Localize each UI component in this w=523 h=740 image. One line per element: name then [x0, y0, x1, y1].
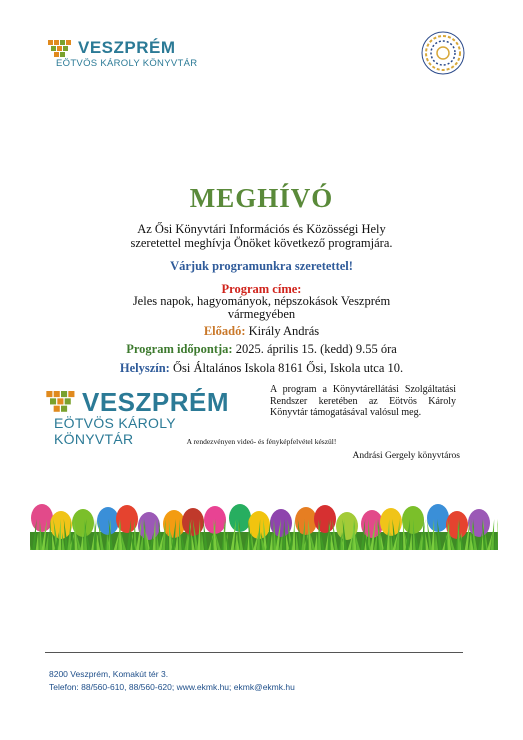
intro-line-2: szeretettel meghívja Önöket következő programjára.	[130, 236, 393, 250]
easter-eggs-grass-image	[30, 470, 498, 550]
logo-subtitle: EÖTVÖS KÁROLY KÖNYVTÁR	[56, 58, 198, 69]
easter-egg	[229, 504, 251, 532]
easter-egg	[182, 508, 204, 536]
welcome-text: Várjuk programunkra szeretettel!	[170, 259, 353, 273]
program-title	[60, 295, 463, 321]
place-row	[0, 361, 523, 376]
easter-egg	[50, 511, 72, 539]
logo-mark-icon	[46, 391, 76, 413]
footer-address: 8200 Veszprém, Komakút tér 3.	[49, 669, 169, 679]
easter-egg	[314, 505, 336, 533]
footer	[49, 668, 469, 694]
logo-subtitle: EÖTVÖS KÁROLY KÖNYVTÁR	[54, 415, 176, 447]
time-row	[0, 342, 523, 357]
footer-divider	[45, 652, 463, 653]
presenter-row	[0, 324, 523, 339]
easter-egg	[468, 509, 490, 537]
signature: Andrási Gergely könyvtáros	[352, 451, 460, 461]
time-value: 2025. április 15. (kedd) 9.55 óra	[235, 342, 397, 356]
logo-brand-name: VESZPRÉM	[82, 387, 230, 417]
footer-contact: Telefon: 88/560-610, 88/560-620; www.ekmk.hu; ekmk@ekmk.hu	[49, 682, 295, 692]
easter-egg	[402, 506, 424, 534]
intro-line-1: Az Ősi Könyvtári Információs és Közösségi Hely	[137, 222, 386, 236]
circular-emblem-icon	[420, 30, 466, 76]
program-title-line-1: Jeles napok, hagyományok, népszokások Veszprém	[132, 294, 391, 308]
easter-egg	[97, 507, 119, 535]
library-logo	[48, 38, 198, 74]
support-text: A program a Könyvtárellátási Szolgáltatási Rendszer keretében az Eötvös Károly Könyvtár támogatásával valósul meg.	[270, 384, 456, 418]
easter-egg	[295, 507, 317, 535]
place-label: Helyszín:	[119, 361, 170, 375]
logo-brand-name: VESZPRÉM	[78, 38, 176, 57]
place-value: Ősi Általános Iskola 8161 Ősi, Iskola utca 10.	[172, 361, 404, 375]
recording-notice: A rendezvényen videó- és fényképfelvétel készül!	[186, 437, 337, 446]
presenter-name: Király András	[248, 324, 320, 338]
easter-egg	[31, 504, 53, 532]
intro-text	[40, 222, 483, 250]
logo-mark-icon	[48, 40, 72, 58]
invitation-title: MEGHÍVÓ	[189, 183, 334, 213]
program-title-label: Program címe:	[221, 282, 302, 296]
program-title-line-2: vármegyében	[227, 307, 296, 321]
library-logo-large	[46, 387, 256, 447]
time-label: Program időpontja:	[126, 342, 233, 356]
presenter-label: Előadó:	[203, 324, 246, 338]
